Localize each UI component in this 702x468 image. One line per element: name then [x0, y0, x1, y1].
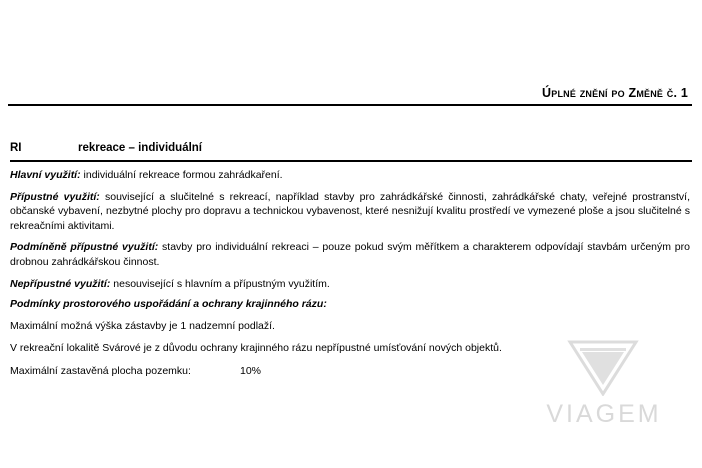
- paragraph-main-use: [10, 168, 690, 183]
- line-max-height: Maximální možná výška zástavby je 1 nadzemní podlaží.: [10, 319, 275, 332]
- built-area-row: [10, 364, 690, 379]
- prohibited-use-text: nesouvisející s hlavním a přípustným využitím.: [110, 277, 330, 290]
- paragraph-prohibited-use: [10, 277, 690, 292]
- section-title: rekreace – individuální: [78, 142, 203, 154]
- section-heading: [10, 142, 692, 154]
- permitted-use-text: související a slučitelné s rekreací, například stavby pro zahrádkářské činnosti, zahrádkářské chaty, veřejné prostranství, občanské vybavení, nezbytné plochy pro dopravu a technickou vybavenost, které nesnižují kvalitu prostředí ve vymezené ploše a jsou slučitelné s rekreačními aktivitami.: [10, 190, 691, 232]
- paragraph-permitted-use: [10, 190, 690, 234]
- paragraph-conditional-use: [10, 240, 690, 269]
- prohibited-use-label: Nepřípustné využití:: [10, 277, 111, 290]
- header-divider: [8, 104, 692, 106]
- built-area-label: Maximální zastavěná plocha pozemku:: [10, 364, 191, 377]
- line-locality-svarove: V rekreační lokalitě Svárové je z důvodu ochrany krajinného rázu nepřípustné umísťování nových objektů.: [10, 342, 502, 355]
- spatial-conditions-heading: Podmínky prostorového uspořádání a ochrany krajinného rázu:: [10, 298, 327, 311]
- conditional-use-label: Podmíněně přípustné využití:: [10, 241, 159, 254]
- conditional-use-text: stavby pro individuální rekreaci – pouze pokud svým měřítkem a charakterem odpovídají stavbám určeným pro drobnou zahrádkářskou činnost.: [10, 241, 690, 268]
- watermark-text: VIAGEM: [546, 400, 662, 428]
- main-use-label: Hlavní využití:: [10, 169, 81, 181]
- document-header: [0, 84, 702, 102]
- section-code: RI: [10, 142, 22, 154]
- permitted-use-label: Přípustné využití:: [10, 190, 100, 203]
- built-area-value: 10%: [240, 364, 262, 377]
- main-use-text: individuální rekreace formou zahrádkaření.: [80, 169, 283, 181]
- header-title: Úplné znění po Změně č. 1: [542, 86, 688, 100]
- document-body: [10, 168, 690, 379]
- section-divider: [10, 160, 692, 162]
